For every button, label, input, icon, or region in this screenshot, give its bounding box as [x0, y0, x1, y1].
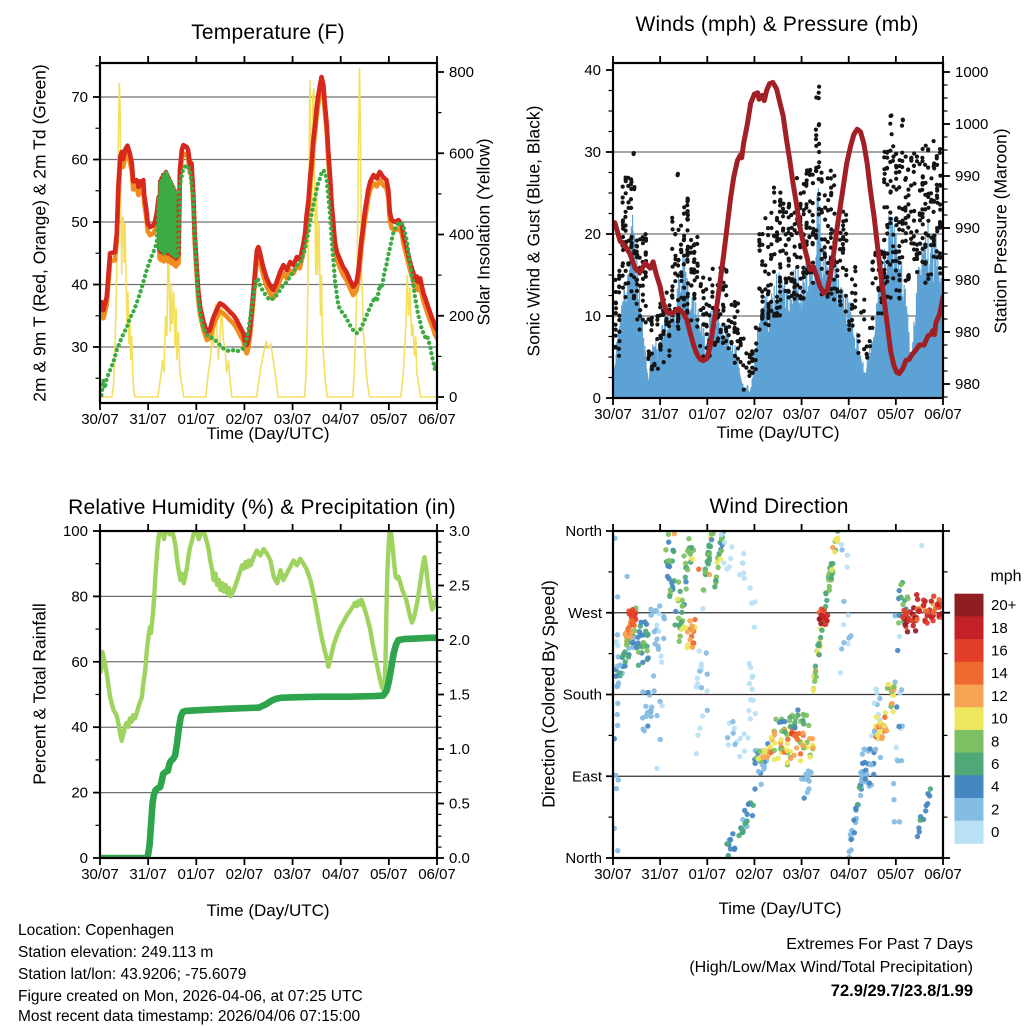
svg-text:980: 980 — [955, 324, 981, 341]
footer-timestamp: Most recent data timestamp: 2026/04/06 07:15:00 — [18, 1008, 361, 1025]
svg-text:2: 2 — [991, 801, 1000, 819]
svg-text:800: 800 — [449, 64, 475, 81]
svg-text:980: 980 — [955, 376, 981, 393]
svg-text:70: 70 — [71, 89, 88, 106]
svg-text:0: 0 — [991, 824, 1000, 842]
panel4-yaxis-left-label: Direction (Colored By Speed) — [538, 580, 559, 808]
svg-text:100: 100 — [62, 523, 88, 540]
svg-text:South: South — [562, 686, 602, 704]
extremes-title: Extremes For Past 7 Days — [786, 936, 973, 953]
svg-text:05/07: 05/07 — [877, 866, 915, 883]
panel3-title: Relative Humidity (%) & Precipitation (in) — [68, 496, 456, 519]
svg-text:6: 6 — [991, 756, 1000, 773]
svg-text:200: 200 — [449, 307, 475, 325]
svg-text:1000: 1000 — [955, 116, 989, 133]
panel3-yaxis-left-label: Percent & Total Rainfall — [29, 603, 50, 785]
svg-text:1000: 1000 — [955, 64, 989, 81]
svg-text:20: 20 — [584, 226, 601, 243]
svg-text:05/07: 05/07 — [877, 406, 915, 423]
svg-text:East: East — [571, 768, 602, 786]
svg-text:03/07: 03/07 — [273, 411, 312, 428]
svg-text:2.0: 2.0 — [449, 632, 470, 649]
colorbar-units-label: mph — [990, 568, 1022, 585]
panel2-xaxis-label: Time (Day/UTC) — [716, 423, 840, 442]
panel1-title: Temperature (F) — [191, 21, 345, 44]
svg-text:10: 10 — [584, 308, 601, 325]
panel1-yaxis-right-label: Solar Insolation (Yellow) — [473, 138, 494, 326]
svg-text:02/07: 02/07 — [735, 406, 774, 423]
svg-text:30: 30 — [584, 144, 601, 161]
svg-text:0: 0 — [449, 389, 458, 406]
svg-text:01/07: 01/07 — [688, 406, 727, 423]
svg-text:16: 16 — [991, 642, 1008, 660]
svg-text:3.0: 3.0 — [449, 523, 470, 540]
svg-text:80: 80 — [71, 588, 88, 606]
svg-text:30/07: 30/07 — [594, 406, 632, 423]
svg-text:31/07: 31/07 — [641, 866, 679, 883]
svg-text:18: 18 — [991, 619, 1008, 637]
svg-text:30/07: 30/07 — [81, 411, 119, 428]
svg-text:01/07: 01/07 — [177, 866, 216, 883]
svg-text:0: 0 — [79, 850, 88, 867]
svg-text:20+: 20+ — [991, 597, 1017, 615]
panel2-yaxis-left-label: Sonic Wind & Gust (Blue, Black) — [523, 105, 544, 357]
svg-text:North: North — [565, 523, 602, 540]
panel4-title: Wind Direction — [709, 495, 849, 518]
svg-text:04/07: 04/07 — [829, 866, 868, 883]
svg-text:990: 990 — [955, 168, 981, 185]
footer-created: Figure created on Mon, 2026-04-06, at 07:25 UTC — [18, 988, 363, 1005]
footer-elevation: Station elevation: 249.113 m — [18, 944, 214, 961]
svg-text:40: 40 — [584, 62, 601, 79]
svg-text:8: 8 — [991, 733, 1000, 751]
panel2-yaxis-right-label: Station Pressure (Maroon) — [990, 128, 1011, 334]
panel4-xaxis-label: Time (Day/UTC) — [718, 899, 842, 918]
svg-text:02/07: 02/07 — [225, 866, 264, 883]
svg-text:1.5: 1.5 — [449, 686, 470, 704]
svg-text:20: 20 — [71, 784, 88, 802]
svg-text:06/07: 06/07 — [924, 406, 962, 423]
svg-text:03/07: 03/07 — [273, 866, 312, 883]
svg-text:04/07: 04/07 — [321, 866, 360, 883]
svg-text:01/07: 01/07 — [688, 866, 727, 883]
svg-text:04/07: 04/07 — [321, 411, 360, 428]
svg-text:40: 40 — [71, 719, 88, 737]
footer-latlon: Station lat/lon: 43.9206; -75.6079 — [18, 966, 247, 983]
svg-text:50: 50 — [71, 214, 88, 231]
svg-text:400: 400 — [449, 226, 475, 244]
svg-text:North: North — [565, 850, 602, 867]
svg-text:04/07: 04/07 — [829, 406, 868, 423]
panel1-yaxis-left-label: 2m & 9m T (Red, Orange) & 2m Td (Green) — [29, 64, 50, 402]
svg-text:2.5: 2.5 — [449, 577, 470, 595]
svg-text:30/07: 30/07 — [81, 866, 119, 883]
extremes-subtitle: (High/Low/Max Wind/Total Precipitation) — [689, 959, 973, 976]
svg-text:30/07: 30/07 — [594, 866, 632, 883]
svg-text:06/07: 06/07 — [418, 866, 456, 883]
svg-text:60: 60 — [71, 653, 88, 671]
panel2-title: Winds (mph) & Pressure (mb) — [635, 13, 919, 36]
svg-text:1.0: 1.0 — [449, 741, 470, 758]
svg-text:06/07: 06/07 — [418, 411, 456, 428]
svg-text:0: 0 — [592, 390, 601, 407]
svg-text:02/07: 02/07 — [735, 866, 774, 883]
svg-text:990: 990 — [955, 220, 981, 237]
svg-text:01/07: 01/07 — [177, 411, 216, 428]
svg-text:31/07: 31/07 — [641, 406, 679, 423]
svg-text:31/07: 31/07 — [129, 866, 167, 883]
svg-text:40: 40 — [71, 276, 88, 294]
svg-text:30: 30 — [71, 339, 88, 356]
svg-text:02/07: 02/07 — [225, 411, 264, 428]
svg-text:03/07: 03/07 — [782, 406, 821, 423]
svg-text:980: 980 — [955, 272, 981, 289]
svg-text:03/07: 03/07 — [782, 866, 821, 883]
svg-text:06/07: 06/07 — [924, 866, 962, 883]
panel1-xaxis-label: Time (Day/UTC) — [206, 424, 330, 443]
svg-text:05/07: 05/07 — [370, 866, 408, 883]
svg-text:0.0: 0.0 — [449, 850, 470, 867]
svg-text:0.5: 0.5 — [449, 795, 470, 813]
extremes-values: 72.9/29.7/23.8/1.99 — [830, 982, 973, 1000]
svg-text:60: 60 — [71, 151, 88, 169]
svg-text:West: West — [568, 604, 602, 622]
svg-text:4: 4 — [991, 778, 1000, 796]
svg-text:05/07: 05/07 — [370, 411, 408, 428]
svg-text:31/07: 31/07 — [129, 411, 167, 428]
svg-text:600: 600 — [449, 145, 475, 163]
footer-location: Location: Copenhagen — [18, 922, 174, 939]
svg-text:14: 14 — [991, 665, 1008, 683]
svg-text:12: 12 — [991, 687, 1008, 705]
svg-text:10: 10 — [991, 710, 1008, 728]
panel3-xaxis-label: Time (Day/UTC) — [206, 901, 330, 920]
